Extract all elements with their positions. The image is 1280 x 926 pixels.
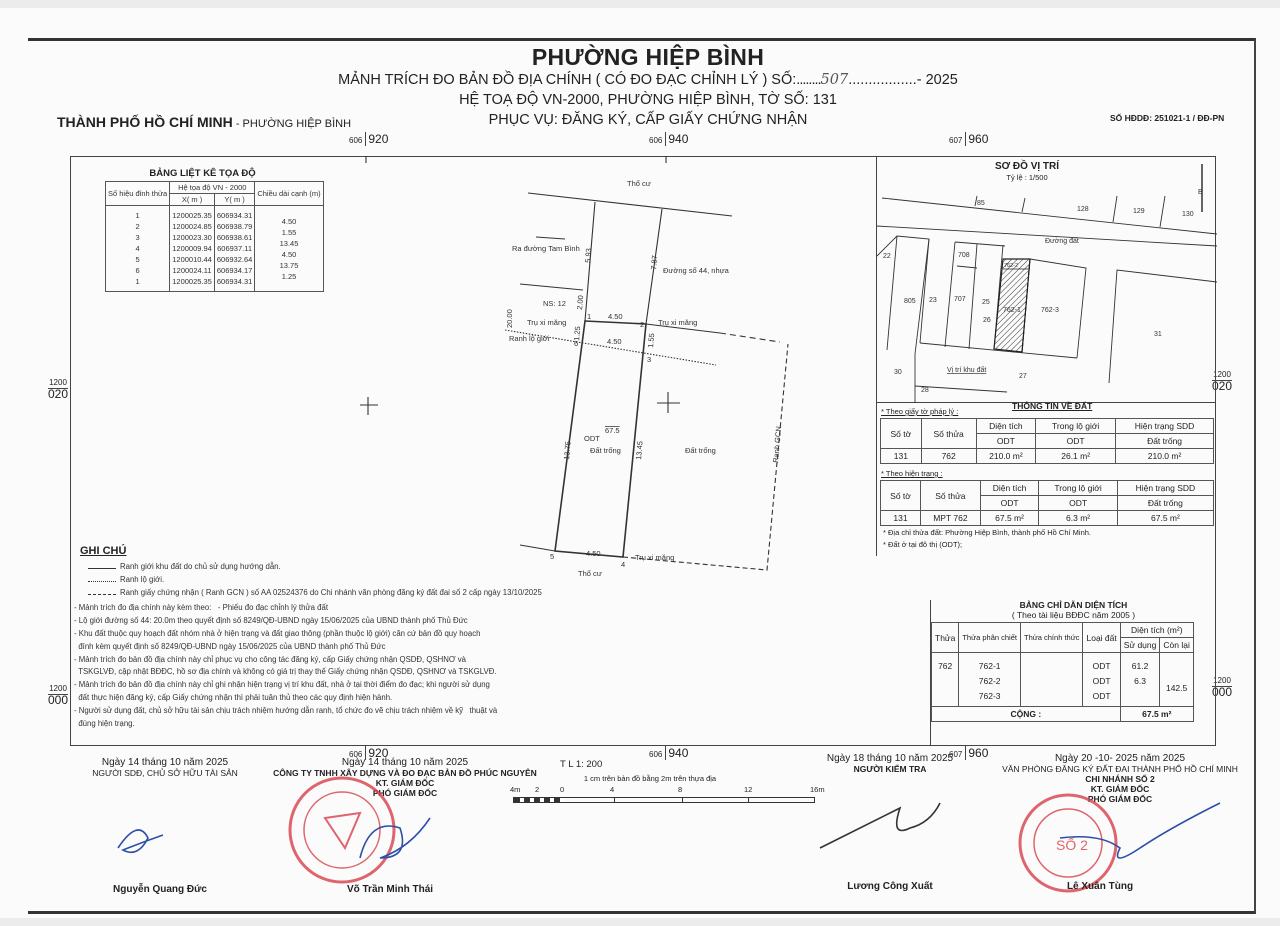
scale-tick-label: 4m [510, 785, 521, 794]
table-cell: 6 [135, 266, 140, 275]
company-signer-name: Võ Trần Minh Thái [346, 884, 434, 895]
table-cell: 5 [135, 255, 140, 264]
parcel-128: 128 [1077, 206, 1089, 213]
table-cell: 6.3 [1134, 676, 1146, 686]
current-heading: * Theo hiện trạng : [881, 469, 943, 478]
col-length: Chiều dài cạnh (m) [255, 182, 323, 206]
table-cell: 606932.64 [216, 255, 253, 264]
table-cell: ODT [1092, 661, 1111, 671]
table-cell [1124, 689, 1157, 700]
table-cell: 1200009.94 [172, 244, 212, 253]
table-cell: 13.45 [279, 239, 299, 248]
coordinate-table [105, 168, 321, 292]
table-cell: 13.75 [279, 261, 299, 270]
parcel-31: 31 [1154, 331, 1162, 338]
table-cell: 606938.61 [216, 233, 253, 242]
label-ns: NS: 12 [543, 299, 566, 308]
office-name: VĂN PHÒNG ĐĂNG KÝ ĐẤT ĐAI THÀNH PHỐ HỒ CHÍ MINH [1002, 764, 1238, 774]
office-signature-block [970, 753, 1270, 804]
dim-1345: 13.45 [634, 440, 645, 461]
table-cell [1163, 659, 1189, 670]
legend-dotted: Ranh lộ giới. [74, 574, 534, 587]
table-cell: 1200024.11 [172, 266, 212, 275]
point-3: 3 [647, 355, 652, 364]
table-cell: 4.50 [281, 217, 297, 226]
parcel-26: 26 [983, 317, 991, 324]
location-road: Đường đất [1045, 238, 1079, 245]
document-number: 507 [820, 72, 849, 88]
label-bottom-residential: Thổ cư [578, 569, 602, 578]
label-gcn-boundary: Ranh GCN [771, 425, 784, 464]
legal-heading: * Theo giấy tờ pháp lý : [881, 407, 959, 416]
table-cell: 606934.17 [216, 266, 253, 275]
location-map-title: SƠ ĐỒ VỊ TRÍ [994, 161, 1060, 172]
col-point: Số hiệu đỉnh thửa [106, 182, 170, 206]
parcel-30: 30 [894, 369, 902, 376]
table-cell: 1 [135, 211, 140, 220]
owner-date: Ngày 14 tháng 10 năm 2025 [101, 757, 229, 768]
land-info-section [876, 400, 1216, 556]
table-cell: 4 [135, 244, 140, 253]
note-item: đất thực hiện đăng ký, cấp Giấy chứng nhận thì phải tuân thủ theo các quy định hiện hành. [74, 692, 393, 702]
company-signature-block [230, 757, 580, 798]
point-2: 2 [640, 320, 645, 329]
parcel-25: 25 [982, 299, 990, 306]
grid-label-y1-left: 1200 020 [48, 378, 69, 401]
table-cell: 1200010.44 [172, 255, 212, 264]
parcel-708: 708 [958, 252, 970, 259]
note-item: đính kèm quyết định số 8249/QĐ-UBND ngày 15/06/2025 của UBND thành phố Thủ Đức [74, 641, 386, 651]
table-cell: 1200025.35 [172, 277, 212, 286]
grid-label-x2: 606 940 [649, 132, 689, 146]
site-parcel-hatch [994, 259, 1030, 352]
note-item: - Mảnh trích đo bản đồ địa chính này chỉ phục vụ cho công tác đăng ký, cấp Giấy chứng nhận QSDĐ, QSHNƠ và [74, 654, 466, 664]
dim-lot-limit: 4.50 [607, 337, 622, 346]
label-top-residential: Thổ cư [627, 179, 651, 188]
dim-787: 7.87 [649, 254, 660, 271]
parcel-762-2: 762-2 [1004, 263, 1019, 269]
label-to-road: Ra đường Tam Bình [512, 244, 580, 253]
table-cell: ODT [1092, 691, 1111, 701]
notes-title: GHI CHÚ [80, 545, 127, 557]
area-index [930, 600, 1216, 746]
table-cell: 2 [135, 222, 140, 231]
contract-number: SỐ HĐDĐ: 251021-1 / ĐĐ-PN [1110, 113, 1225, 123]
table-cell: 1200023.30 [172, 233, 212, 242]
ward-name: - PHƯỜNG HIỆP BÌNH [232, 118, 352, 130]
scale-tick-label: 12 [744, 785, 753, 794]
parcel-boundary [555, 321, 646, 557]
table-cell: 606938.79 [216, 222, 253, 231]
table-cell: 1.55 [281, 228, 297, 237]
odt-note: * Đất ở tại đô thị (ODT); [883, 540, 963, 549]
table-cell: 3 [135, 233, 140, 242]
current-table: Số tờ Số thửa Diện tích Trong lộ giới Hiện trạng SDD ODT ODT Đất trống 131 MPT 762 67.5 m² 6.3 m² 67.5 m² [880, 480, 1214, 526]
dim-125: 1.25 [572, 325, 583, 342]
marker-label-2: Trụ xi măng [658, 318, 698, 327]
office-date: Ngày 20 -10- 2025 năm 2025 [1054, 753, 1186, 764]
checker-date: Ngày 18 tháng 10 năm 2025 [826, 753, 954, 764]
legend-solid: Ranh giới khu đất do chủ sử dụng hướng dẫn. [74, 561, 534, 574]
grid-label-x3: 607 960 [949, 132, 989, 146]
label-empty-1: Đất trống [590, 446, 621, 455]
grid-label-x1: 606 920 [349, 132, 389, 146]
dim-593: 5.93 [583, 247, 594, 264]
dim-road-width: 20.00 [505, 309, 514, 328]
parcel-23: 23 [929, 297, 937, 304]
point-5: 5 [550, 552, 555, 561]
label-area: 67.5 [605, 426, 620, 435]
scale-description: 1 cm trên bản đồ bằng 2m trên thựa địa [583, 774, 717, 783]
marker-label-1: Trụ xi măng [527, 318, 567, 327]
subtitle-prefix: MẢNH TRÍCH ĐO BẢN ĐỒ ĐỊA CHÍNH ( CÓ ĐO ĐẠC CHỈNH LÝ ) SỐ: [338, 72, 797, 88]
legend-dashed: Ranh giấy chứng nhận ( Ranh GCN ) số AA 02524376 do Chi nhánh văn phòng đăng ký đất đai số 2 cấp ngày 13/10/2025 [74, 587, 534, 600]
parcel-130: 130 [1182, 211, 1194, 218]
table-cell: 762-2 [978, 676, 1001, 686]
coordinate-system-line: HỆ TOẠ ĐỘ VN-2000, PHƯỜNG HIỆP BÌNH, TỜ SỐ: 131 [459, 92, 837, 108]
checker-role: NGƯỜI KIỂM TRA [853, 764, 927, 774]
y-values [214, 206, 254, 292]
note-item: đúng hiện trạng. [74, 718, 135, 728]
checker-signature-block [800, 753, 980, 774]
area-index-subtitle: ( Theo tài liệu BĐĐC năm 2005 ) [1011, 610, 1136, 620]
office-role2: PHÓ GIÁM ĐỐC [1087, 794, 1153, 804]
table-cell: 142.5 [1165, 683, 1188, 693]
grid-label-x1-bottom: 606 920 [349, 746, 389, 760]
note-item: - Lộ giới đường số 44: 20.0m theo quyết định số 8249/QĐ-UBND ngày 15/06/2025 của UBND thành phố Thủ Đức [74, 616, 468, 626]
col-x: X( m ) [170, 194, 215, 206]
road-edge-left [520, 284, 583, 290]
table-cell: 606934.31 [216, 211, 253, 220]
site-location-label: Vị trí khu đất [947, 367, 987, 374]
label-lot-limit: Ranh lộ giới [509, 334, 550, 343]
grid-label-x2-bottom: 606 940 [649, 746, 689, 760]
point-1: 1 [587, 312, 592, 321]
parcel-762-1: 762-1 [1003, 307, 1021, 314]
location-map-drawing [877, 156, 1217, 403]
table-cell: 1.25 [281, 272, 297, 281]
parcel-85: 85 [977, 200, 985, 207]
grid-label-y1-right: 1200 020 [1212, 370, 1233, 393]
parcel-22: 22 [883, 253, 891, 260]
scale-ratio: T L 1: 200 [560, 759, 603, 770]
point-4: 4 [621, 560, 626, 569]
label-road: Đường số 44, nhựa [663, 266, 729, 275]
label-land-type: ODT [584, 434, 600, 443]
grid-label-x3-bottom: 607 960 [949, 746, 989, 760]
purpose-line: PHỤC VỤ: ĐĂNG KÝ, CẤP GIẤY CHỨNG NHẬN [488, 112, 808, 128]
area-index-title: BẢNG CHỈ DẪN DIỆN TÍCH [1019, 600, 1128, 610]
company-date: Ngày 14 tháng 10 năm 2025 [341, 757, 469, 768]
scale-tick-label: 16m [810, 785, 825, 794]
document-subtitle: MẢNH TRÍCH ĐO BẢN ĐỒ ĐỊA CHÍNH ( CÓ ĐO ĐẠC CHỈNH LÝ ) SỐ:........507.................- 2025 [338, 72, 958, 88]
office-role1: KT. GIÁM ĐỐC [1090, 784, 1150, 794]
table-cell: 1 [135, 277, 140, 286]
company-name: CÔNG TY TNHH XÂY DỰNG VÀ ĐO ĐẠC BẢN ĐỒ PHÚC NGUYÊN [273, 768, 537, 778]
scale-tick-label: 2 [535, 785, 540, 794]
road-edge-lower-dashed [720, 333, 780, 342]
parcel-707: 707 [954, 296, 966, 303]
document-title: PHƯỜNG HIỆP BÌNH [531, 44, 765, 70]
parcel-28: 28 [921, 387, 929, 394]
gcn-boundary [623, 344, 788, 570]
table-cell [1163, 670, 1189, 681]
notes-list [74, 602, 534, 730]
table-cell: 61.2 [1131, 661, 1149, 671]
owner-name: Nguyễn Quang Đức [113, 884, 207, 895]
parcel-address: * Địa chỉ thửa đất: Phường Hiệp Bình, thành phố Hồ Chí Minh. [883, 528, 1091, 537]
col-y: Y( m ) [214, 194, 254, 206]
note-item: - Mảnh trích đo bản đồ địa chính này chỉ ghi nhận hiện trạng vị trí khu đất, nhà ở tại thời điểm đo đạc; khi người sử dụng [74, 680, 490, 690]
road-edge-top [528, 193, 732, 216]
scale-tick-label: 0 [560, 785, 565, 794]
x-values [170, 206, 215, 292]
col-system: Hệ tọa độ VN - 2000 [170, 182, 255, 194]
subtitle-year: - 2025 [916, 72, 958, 88]
parcel-129: 129 [1133, 208, 1145, 215]
dim-200: 2.00 [575, 294, 586, 311]
table-cell: 606934.31 [216, 277, 253, 286]
scale-tick-label: 8 [678, 785, 683, 794]
office-signer-name: Lê Xuân Tùng [1066, 881, 1134, 892]
checker-name: Lương Công Xuất [847, 881, 933, 892]
note-item: - Khu đất thuộc quy hoạch đất nhóm nhà ở hiện trạng và đất giao thông (phần thuộc lộ giới) căn cứ bản đồ quy hoạch [74, 628, 481, 638]
company-role1: KT. GIÁM ĐỐC [375, 778, 435, 788]
scale-tick-label: 4 [610, 785, 615, 794]
owner-role: NGƯỜI SDĐ, CHỦ SỞ HỮU TÀI SẢN [92, 768, 238, 778]
table-cell: 762-3 [978, 691, 1001, 701]
point-ids [106, 206, 170, 292]
office-branch: CHI NHÁNH SỐ 2 [1085, 774, 1155, 784]
dim-top: 4.50 [608, 312, 623, 321]
note-item: - Người sử dụng đất, chủ sở hữu tài sản chịu trách nhiệm hướng dẫn ranh, tổ chức đo vẽ chịu trách nhiệm về kỹ thuật và [74, 705, 498, 715]
grid-label-y2-right: 1200 000 [1212, 676, 1233, 699]
label-empty-2: Đất trống [685, 446, 716, 455]
table-cell: ODT [1092, 676, 1111, 686]
parcel-762-3: 762-3 [1041, 307, 1059, 314]
direction-arrow [536, 237, 565, 239]
svg-text:SỐ 2: SỐ 2 [1056, 837, 1088, 853]
table-cell: 1200025.35 [172, 211, 212, 220]
legal-table: Số tờ Số thửa Diện tích Trong lộ giới Hiện trạng SDD ODT ODT Đất trống 131 762 210.0 m² 26.1 m² 210.0 m² [880, 418, 1214, 464]
company-role2: PHÓ GIÁM ĐỐC [372, 788, 438, 798]
location-map-scale: Tỷ lệ : 1/500 [1006, 173, 1048, 182]
city-name: THÀNH PHỐ HỒ CHÍ MINH [57, 114, 233, 130]
north-label: B [1198, 189, 1203, 196]
parcel-27: 27 [1019, 373, 1027, 380]
notes-section [74, 545, 542, 730]
cadastral-document [0, 8, 1280, 918]
dim-155: 1.55 [646, 332, 657, 349]
table-cell: 4.50 [281, 250, 297, 259]
marker-label-4: Trụ xi măng [635, 553, 675, 562]
note-item: - Mảnh trích đo địa chính này kèm theo: - Phiếu đo đạc chỉnh lý thửa đất [74, 603, 328, 613]
point-6: 6 [574, 339, 579, 348]
location-map [876, 156, 1216, 403]
parcel-805: 805 [904, 298, 916, 305]
dim-bottom: 4.50 [586, 549, 601, 558]
table-cell: 762-1 [978, 661, 1001, 671]
dim-1375: 13.75 [562, 440, 573, 461]
coordinate-table-title: BẢNG LIỆT KÊ TỌA ĐỘ [149, 168, 256, 179]
grid-label-y2-left: 1200 000 [48, 684, 69, 707]
table-cell: 606937.11 [217, 244, 253, 253]
land-info-title: THÔNG TIN VỀ ĐẤT [1012, 401, 1093, 411]
table-cell: 1200024.85 [172, 222, 212, 231]
note-item: TSKGLVĐ, cập nhật BĐĐC, hồ sơ địa chính và không có giá trị thay thế Giấy chứng nhận QSDĐ, QSHNƠ và TSKGLVĐ. [74, 667, 497, 677]
area-index-table: Thửa Thửa phân chiết Thửa chính thức Loại đất Diện tích (m²) Sử dụng Còn lại 762 762-1 762-2 762-3 ODT ODT ODT 61.2 6.3 142.5 CỘNG : 67.5 m² [931, 622, 1194, 722]
length-values [255, 206, 323, 292]
